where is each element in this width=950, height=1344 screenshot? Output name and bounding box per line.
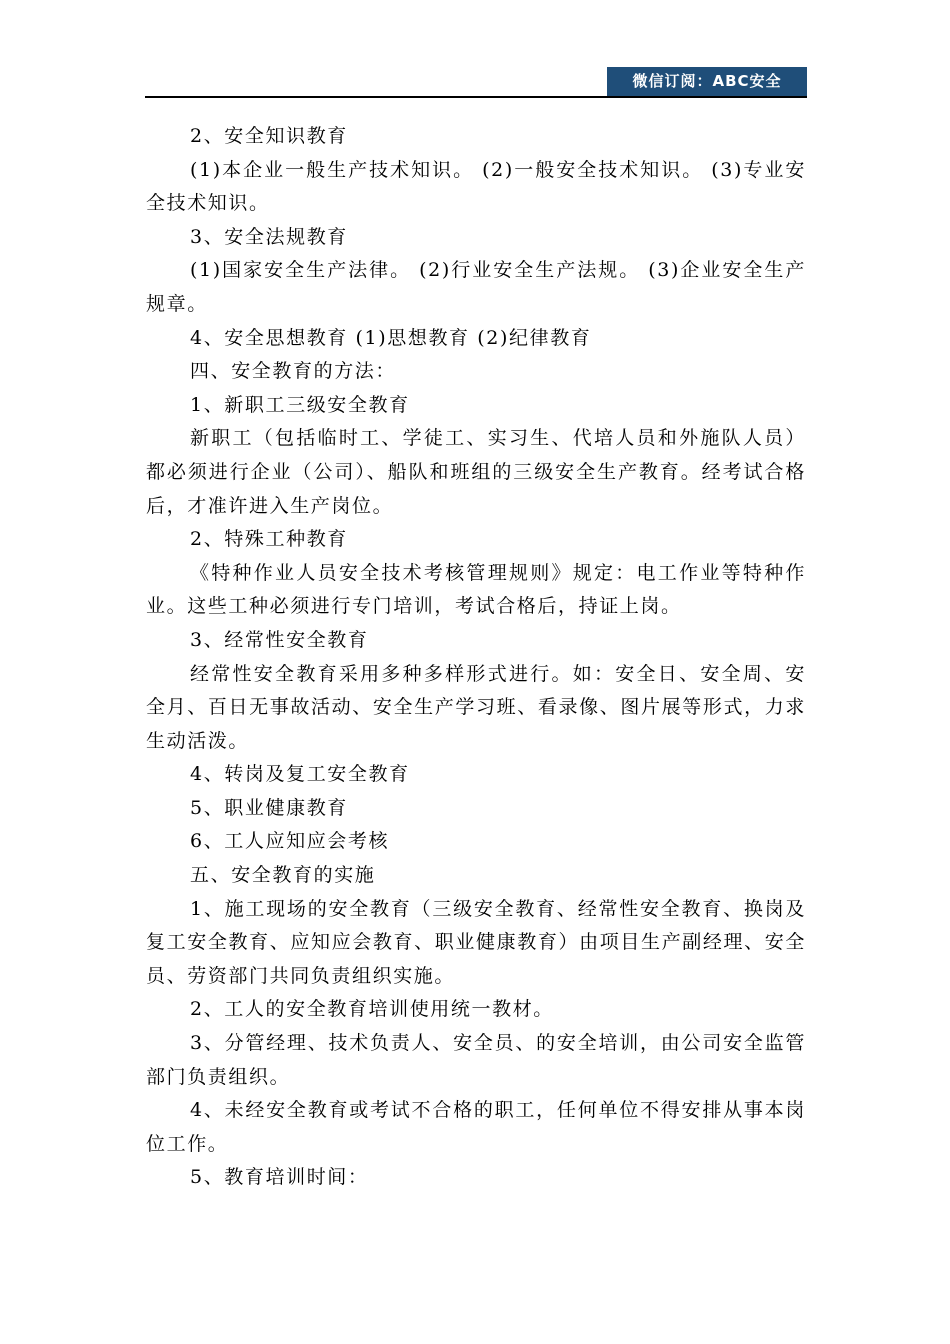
paragraph-unified-materials: 2、工人的安全教育培训使用统一教材。 bbox=[190, 998, 554, 1021]
document-body bbox=[146, 120, 806, 1195]
section-heading-methods: 四、安全教育的方法： bbox=[190, 360, 397, 383]
heading-safety-regulations: 3、安全法规教育 bbox=[190, 225, 348, 248]
heading-special-trade: 2、特殊工种教育 bbox=[190, 528, 348, 551]
header-divider bbox=[145, 96, 807, 98]
header-badge: 微信订阅：ABC安全 bbox=[607, 67, 807, 96]
paragraph-manager-training: 3、分管经理、技术负责人、安全员、的安全培训，由公司安全监管部门负责组织。 bbox=[146, 1032, 806, 1088]
heading-worker-assessment: 6、工人应知应会考核 bbox=[190, 830, 390, 853]
heading-training-time: 5、教育培训时间： bbox=[190, 1166, 369, 1189]
heading-job-transfer: 4、转岗及复工安全教育 bbox=[190, 763, 410, 786]
paragraph-safety-knowledge: (1)本企业一般生产技术知识。 (2)一般安全技术知识。 (3)专业安全技术知识。 bbox=[146, 158, 806, 215]
paragraph-new-employee: 新职工（包括临时工、学徒工、实习生、代培人员和外施队人员）都必须进行企业（公司）、船队和班组的三级安全生产教育。经考试合格后，才准许进入生产岗位。 bbox=[146, 427, 806, 517]
section-heading-implementation: 五、安全教育的实施 bbox=[190, 864, 376, 887]
heading-regular-education: 3、经常性安全教育 bbox=[190, 628, 369, 651]
heading-safety-ideology: 4、安全思想教育 (1)思想教育 (2)纪律教育 bbox=[190, 326, 592, 349]
heading-safety-knowledge: 2、安全知识教育 bbox=[190, 125, 348, 147]
paragraph-safety-regulations: (1)国家安全生产法律。 (2)行业安全生产法规。 (3)企业安全生产规章。 bbox=[146, 259, 806, 315]
paragraph-site-education: 1、施工现场的安全教育（三级安全教育、经常性安全教育、换岗及复工安全教育、应知应会教育、职业健康教育）由项目生产副经理、安全员、劳资部门共同负责组织实施。 bbox=[146, 897, 806, 987]
paragraph-regular-education: 经常性安全教育采用多种多样形式进行。如：安全日、安全周、安全月、百日无事故活动、安全生产学习班、看录像、图片展等形式，力求生动活泼。 bbox=[146, 662, 806, 752]
paragraph-special-trade: 《特种作业人员安全技术考核管理规则》规定：电工作业等特种作业。这些工种必须进行专门培训，考试合格后，持证上岗。 bbox=[146, 561, 806, 618]
heading-occupational-health: 5、职业健康教育 bbox=[190, 796, 348, 819]
paragraph-unqualified-workers: 4、未经安全教育或考试不合格的职工，任何单位不得安排从事本岗位工作。 bbox=[146, 1099, 806, 1155]
heading-new-employee: 1、新职工三级安全教育 bbox=[190, 393, 410, 416]
